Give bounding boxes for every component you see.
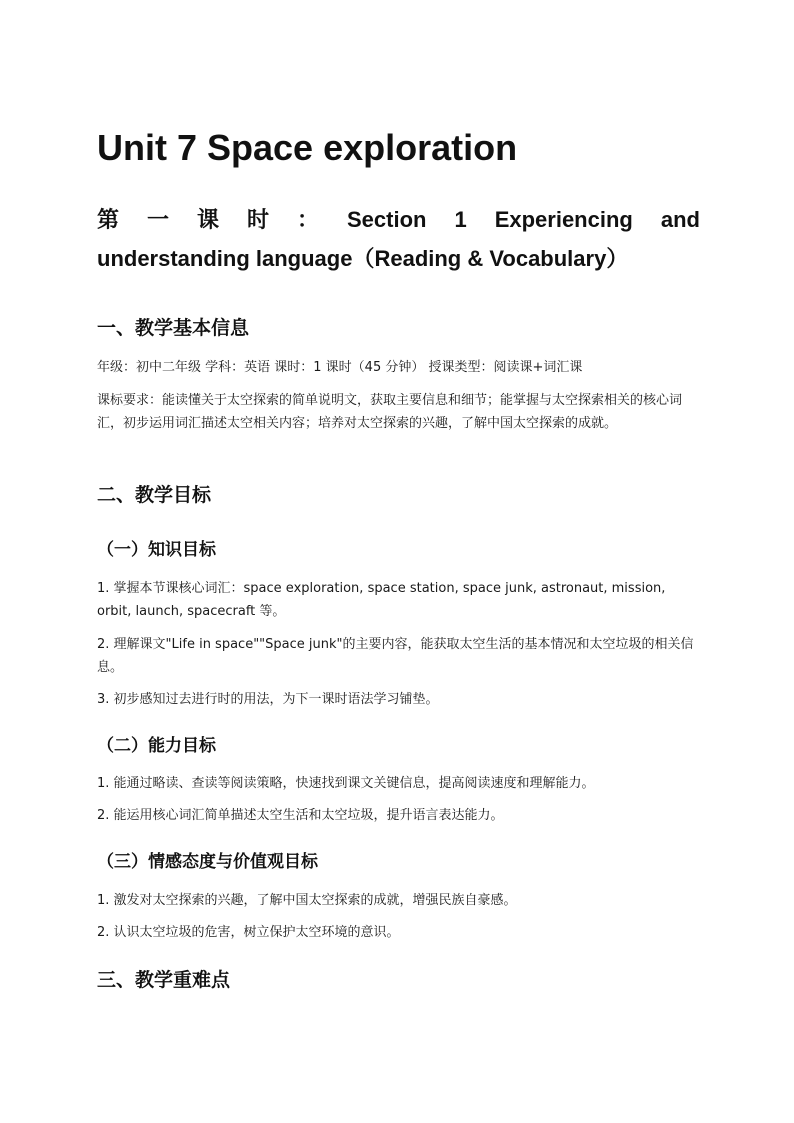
lesson-title-word: 第 <box>97 207 120 232</box>
ability-objective-item: 1. 能通过略读、查读等阅读策略，快速找到课文关键信息，提高阅读速度和理解能力。 <box>97 776 595 791</box>
section-heading-objectives: 二、教学目标 <box>97 484 212 506</box>
document-title: Unit 7 Space exploration <box>97 127 518 168</box>
knowledge-objective-item: 3. 初步感知过去进行时的用法，为下一课时语法学习铺垫。 <box>97 692 439 707</box>
lesson-title-line-1 <box>97 200 700 239</box>
curriculum-requirements: 课标要求：能读懂关于太空探索的简单说明文，获取主要信息和细节；能掌握与太空探索相关的核心词汇，初步运用词汇描述太空相关内容；培养对太空探索的兴趣，了解中国太空探索的成就。 <box>97 393 683 431</box>
lesson-title-word: 时 <box>247 207 270 232</box>
emotion-objective-item: 2. 认识太空垃圾的危害，树立保护太空环境的意识。 <box>97 925 400 940</box>
lesson-title <box>97 200 700 278</box>
knowledge-objective-item: 1. 掌握本节课核心词汇：space exploration, space station, space junk, astronaut, mission, orbit, launch, spacecraft 等。 <box>97 581 666 619</box>
emotion-objective-item: 1. 激发对太空探索的兴趣，了解中国太空探索的成就，增强民族自豪感。 <box>97 893 517 908</box>
lesson-title-word: Section <box>347 207 427 232</box>
subheading-emotion-objectives: （三）情感态度与价值观目标 <box>97 852 318 872</box>
lesson-title-word: ： <box>297 207 320 232</box>
lesson-title-word: and <box>660 207 700 232</box>
lesson-title-word: 一 <box>147 207 170 232</box>
subheading-knowledge-objectives: （一）知识目标 <box>97 540 216 560</box>
lesson-title-word: Experiencing <box>494 207 633 232</box>
basic-info-line: 年级：初中二年级 学科：英语 课时：1 课时（45 分钟） 授课类型：阅读课+词汇课 <box>97 360 583 375</box>
lesson-title-word: 课 <box>197 207 220 232</box>
section-heading-key-points: 三、教学重难点 <box>97 969 231 991</box>
lesson-title-line-2: understanding language（Reading & Vocabulary） <box>97 246 629 271</box>
subheading-ability-objectives: （二）能力目标 <box>97 736 216 756</box>
knowledge-objective-item: 2. 理解课文"Life in space""Space junk"的主要内容，能获取太空生活的基本情况和太空垃圾的相关信息。 <box>97 637 694 675</box>
section-heading-basic-info: 一、教学基本信息 <box>97 317 250 339</box>
ability-objective-item: 2. 能运用核心词汇简单描述太空生活和太空垃圾，提升语言表达能力。 <box>97 808 504 823</box>
lesson-title-word: 1 <box>454 207 467 232</box>
